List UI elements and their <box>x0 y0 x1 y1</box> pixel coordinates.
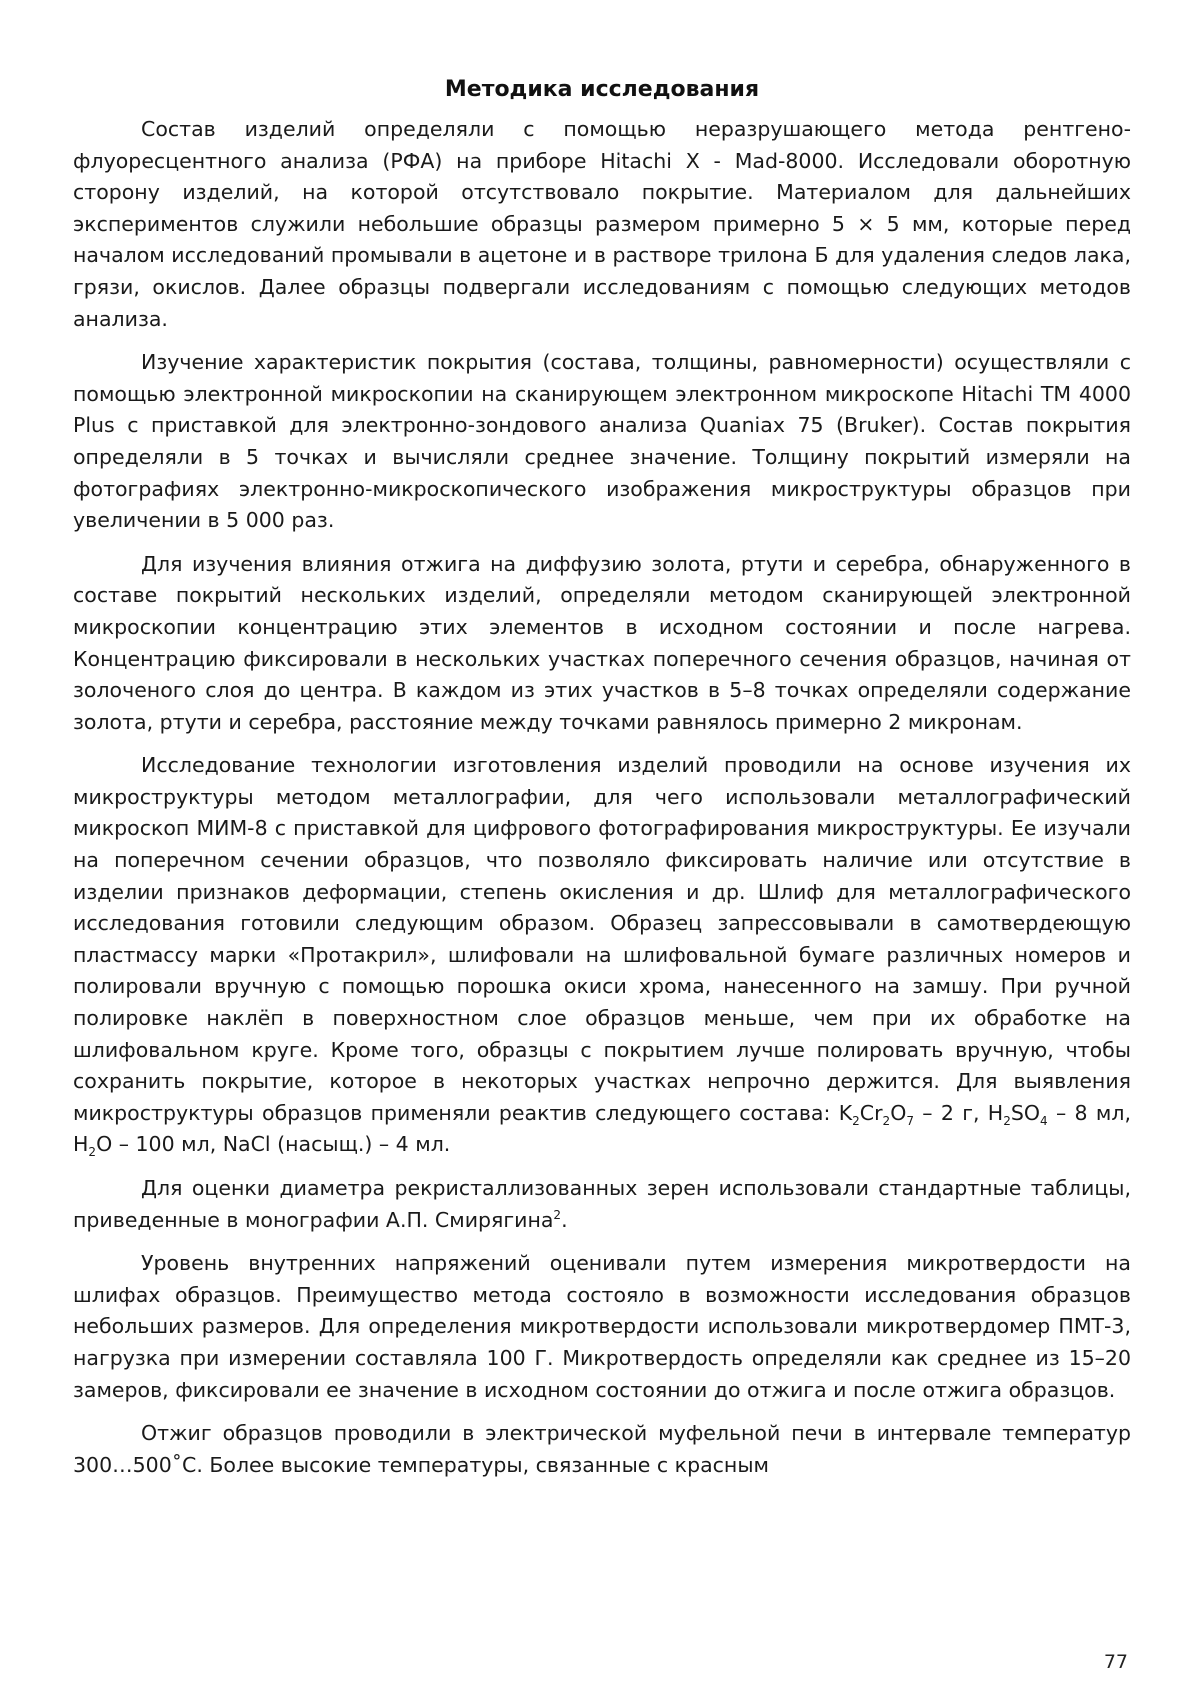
page-number: 77 <box>1103 1651 1128 1673</box>
reagent-formula: $K_2Cr_2O_7 - 2$ г, $H_2SO_4 - 8$ мл, $H_2O - 100$ мл, NaCl (насыщ.) – 4 мл. <box>73 1100 1131 1160</box>
paragraph-5-text: Для оценки диаметра рекристаллизованных зерен использовали стандартные таблицы, приведенные в монографии А.П. Смирягина <box>73 1176 1131 1232</box>
paragraph-7: Отжиг образцов проводили в электрической муфельной печи в интервале температур 300…500˚С. Более высокие температуры, связанные с красным <box>73 1421 1131 1477</box>
paragraph-1: Состав изделий определяли с помощью неразрушающего метода рентгено-флуоресцентного анализа (РФА) на приборе Hitachi X - Mad-8000. Исследовали оборотную сторону изделий, на которой отсутствовало покрытие. Материалом для дальнейших экспериментов служили небольшие образцы размером примерно 5 × 5 мм, которые перед началом исследований промывали в ацетоне и в растворе трилона Б для удаления следов лака, грязи, окислов. Далее образцы подвергали исследованиям с помощью следующих методов анализа. <box>73 117 1131 331</box>
paragraph-2: Изучение характеристик покрытия (состава, толщины, равномерности) осуществляли с помощью электронной микроскопии на сканирующем электронном микроскопе Hitachi TM 4000 Plus с приставкой для электронно-зондового анализа Quaniax 75 (Bruker). Состав покрытия определяли в 5 точках и вычисляли среднее значение. Толщину покрытий измеряли на фотографиях электронно-микроскопического изображения микроструктуры образцов при увеличении в 5 000 раз. <box>73 350 1131 533</box>
footnote-reference[interactable]: 2 <box>553 1207 562 1222</box>
paragraph-5: Для оценки диаметра рекристаллизованных зерен использовали стандартные таблицы, приведенные в монографии А.П. Смирягина$^2$. <box>73 1176 1131 1232</box>
paragraph-3: Для изучения влияния отжига на диффузию золота, ртути и серебра, обнаруженного в составе покрытий нескольких изделий, определяли методом сканирующей электронной микроскопии концентрацию этих элементов в исходном состоянии и после нагрева. Концентрацию фиксировали в нескольких участках поперечного сечения образцов, начиная от золоченого слоя до центра. В каждом из этих участков в 5–8 точках определяли содержание золота, ртути и серебра, расстояние между точками равнялось примерно 2 микронам. <box>73 551 1131 734</box>
page-body <box>73 74 1131 1493</box>
section-title: Методика исследования <box>444 77 760 102</box>
paragraph-4 <box>73 750 1131 1161</box>
paragraph-6: Уровень внутренних напряжений оценивали путем измерения микротвердости на шлифах образцов. Преимущество метода состояло в возможности исследования образцов небольших размеров. Для определения микротвердости использовали микротвердомер ПМТ-3, нагрузка при измерении составляла 100 Г. Микротвердость определяли как среднее из 15–20 замеров, фиксировали ее значение в исходном состоянии до отжига и после отжига образцов. <box>73 1251 1131 1402</box>
paragraph-4-text: Исследование технологии изготовления изделий проводили на основе изучения их микроструктуры методом металлографии, для чего использовали металлографический микроскоп МИМ-8 с приставкой для цифрового фотографирования микроструктуры. Ее изучали на поперечном сечении образцов, что позволяло фиксировать наличие или отсутствие в изделии признаков деформации, степень окисления и др. Шлиф для металлографического исследования готовили следующим образом. Образец запрессовывали в самотвердеющую пластмассу марки «Протакрил», шлифовали на шлифовальной бумаге различных номеров и полировали вручную с помощью порошка окиси хрома, нанесенного на замшу. При ручной полировке наклёп в поверхностном слое образцов меньше, чем при их обработке на шлифовальном круге. Кроме того, образцы с покрытием лучше полировать вручную, чтобы сохранить покрытие, которое в некоторых участках непрочно держится. Для выявления микроструктуры образцов применяли реактив следующего состава: <box>73 753 1131 1125</box>
